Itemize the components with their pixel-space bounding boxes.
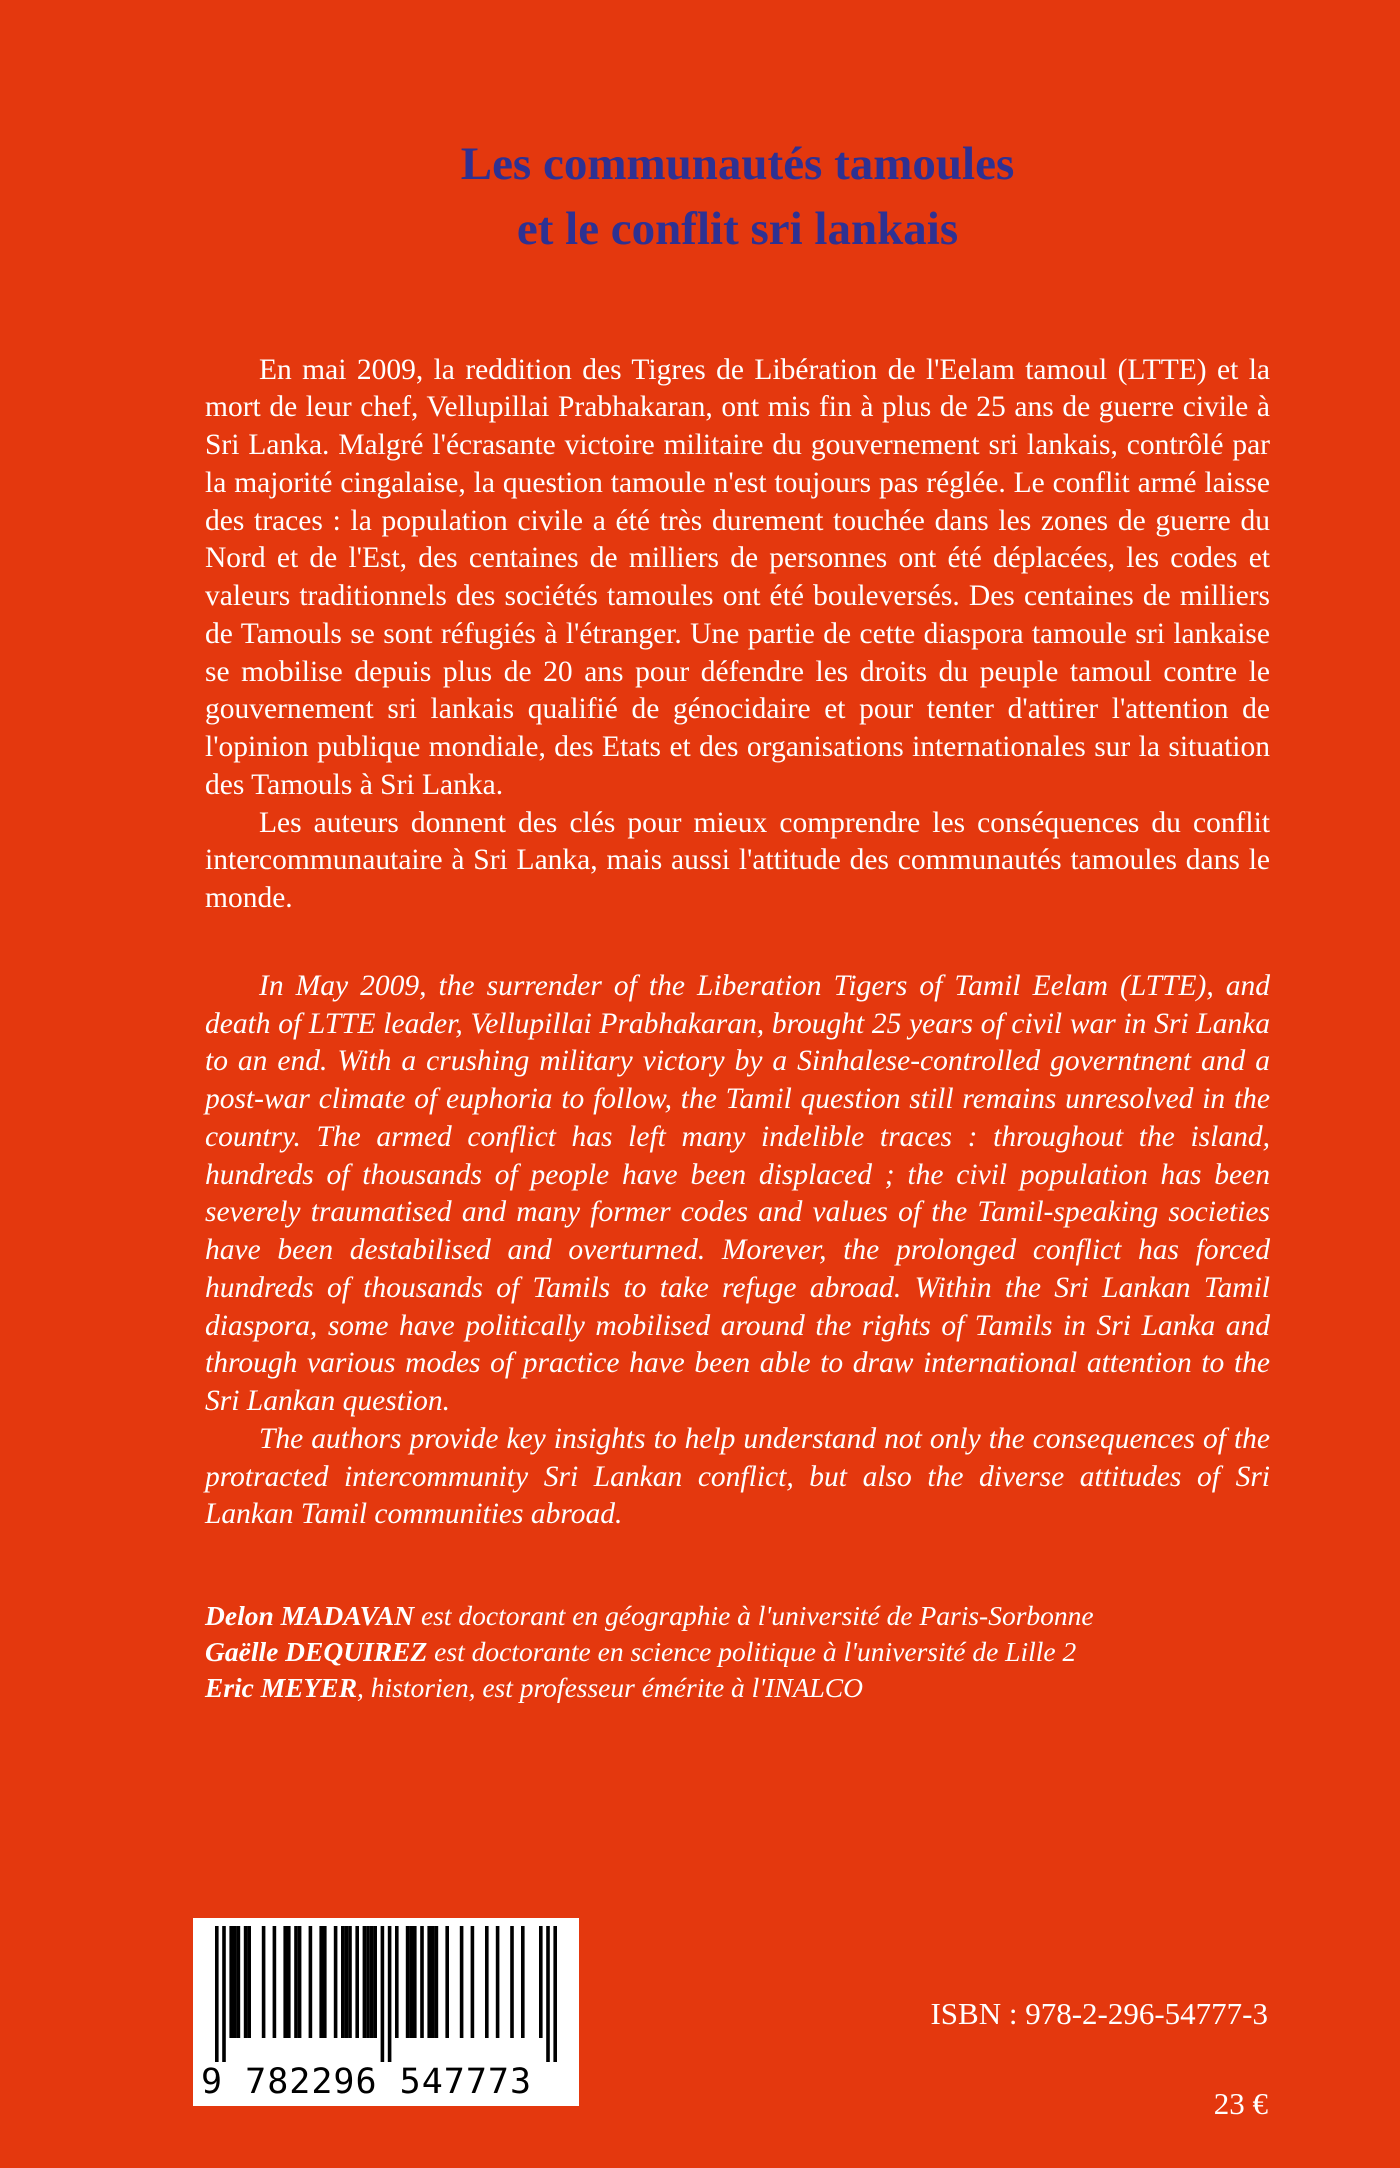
synopsis bbox=[205, 352, 1270, 1535]
barcode bbox=[193, 1918, 579, 2106]
author-name-3: Eric MEYER bbox=[205, 1671, 358, 1703]
synopsis-french-paragraph-2: Les auteurs donnent des clés pour mieux comprendre les conséquences du conflit intercommunautaire à Sri Lanka, mais aussi l'attitude des communautés tamoules dans le monde. bbox=[205, 806, 1270, 915]
synopsis-english-paragraph-2: The authors provide key insights to help understand not only the consequences of the protracted intercommunity Sri Lankan conflict, but also the diverse attitudes of Sri Lankan Tamil communities abroad. bbox=[205, 1422, 1270, 1531]
barcode-bars bbox=[215, 1926, 557, 2066]
author-bio-2: est doctorante en science politique à l'université de Lille 2 bbox=[427, 1635, 1077, 1667]
author-credits bbox=[205, 1598, 1270, 1705]
isbn-text: ISBN : 978-2-296-54777-3 bbox=[930, 1996, 1268, 2031]
book-title-line1: Les communautés tamoules bbox=[460, 138, 1015, 190]
author-bio-1: est doctorant en géographie à l'université de Paris-Sorbonne bbox=[414, 1600, 1094, 1632]
barcode-number: 9 782296 547773 bbox=[201, 2062, 533, 2102]
book-title bbox=[205, 0, 1270, 262]
author-name-1: Delon MADAVAN bbox=[205, 1600, 415, 1632]
synopsis-french-paragraph-1: En mai 2009, la reddition des Tigres de Libération de l'Eelam tamoul (LTTE) et la mort de leur chef, Vellupillai Prabhakaran, ont mis fin à plus de 25 ans de guerre civile à Sri Lanka. Malgré l'écrasante victoire militaire du gouvernement sri lankais, contrôlé par la majorité cingalaise, la question tamoule n'est toujours pas réglée. Le conflit armé laisse des traces : la population civile a été très durement touchée dans les zones de guerre du Nord et de l'Est, des centaines de milliers de personnes ont été déplacées, les codes et valeurs traditionnels des sociétés tamoules ont été bouleversés. Des centaines de milliers de Tamouls se sont réfugiés à l'étranger. Une partie de cette diaspora tamoule sri lankaise se mobilise depuis plus de 20 ans pour défendre les droits du peuple tamoul contre le gouvernement sri lankais qualifié de génocidaire et pour tenter d'attirer l'attention de l'opinion publique mondiale, des Etats et des organisations internationales sur la situation des Tamouls à Sri Lanka. bbox=[205, 353, 1270, 801]
author-bio-3: , historien, est professeur émérite à l'INALCO bbox=[357, 1671, 863, 1703]
price-text: 23 € bbox=[1213, 2086, 1268, 2121]
author-name-2: Gaëlle DEQUIREZ bbox=[205, 1635, 428, 1667]
book-title-line2: et le conflit sri lankais bbox=[516, 202, 959, 255]
language-divider-gap bbox=[205, 918, 1270, 968]
synopsis-english-paragraph-1: In May 2009, the surrender of the Liberation Tigers of Tamil Eelam (LTTE), and death of LTTE leader, Vellupillai Prabhakaran, brought 25 years of civil war in Sri Lanka to an end. With a crushing military victory by a Sinhalese-controlled governtnent and a post-war climate of euphoria to follow, the Tamil question still remains unresolved in the country. The armed conflict has left many indelible traces : throughout the island, hundreds of thousands of people have been displaced ; the civil population has been severely traumatised and many former codes and values of the Tamil-speaking societies have been destabilised and overturned. Morever, the prolonged conflict has forced hundreds of thousands of Tamils to take refuge abroad. Within the Sri Lankan Tamil diaspora, some have politically mobilised around the rights of Tamils in Sri Lanka and through various modes of practice have been able to draw international attention to the Sri Lankan question. bbox=[205, 969, 1270, 1418]
author-line-1 bbox=[205, 1598, 1270, 1634]
author-line-2 bbox=[205, 1634, 1270, 1670]
author-line-3 bbox=[205, 1670, 1270, 1706]
